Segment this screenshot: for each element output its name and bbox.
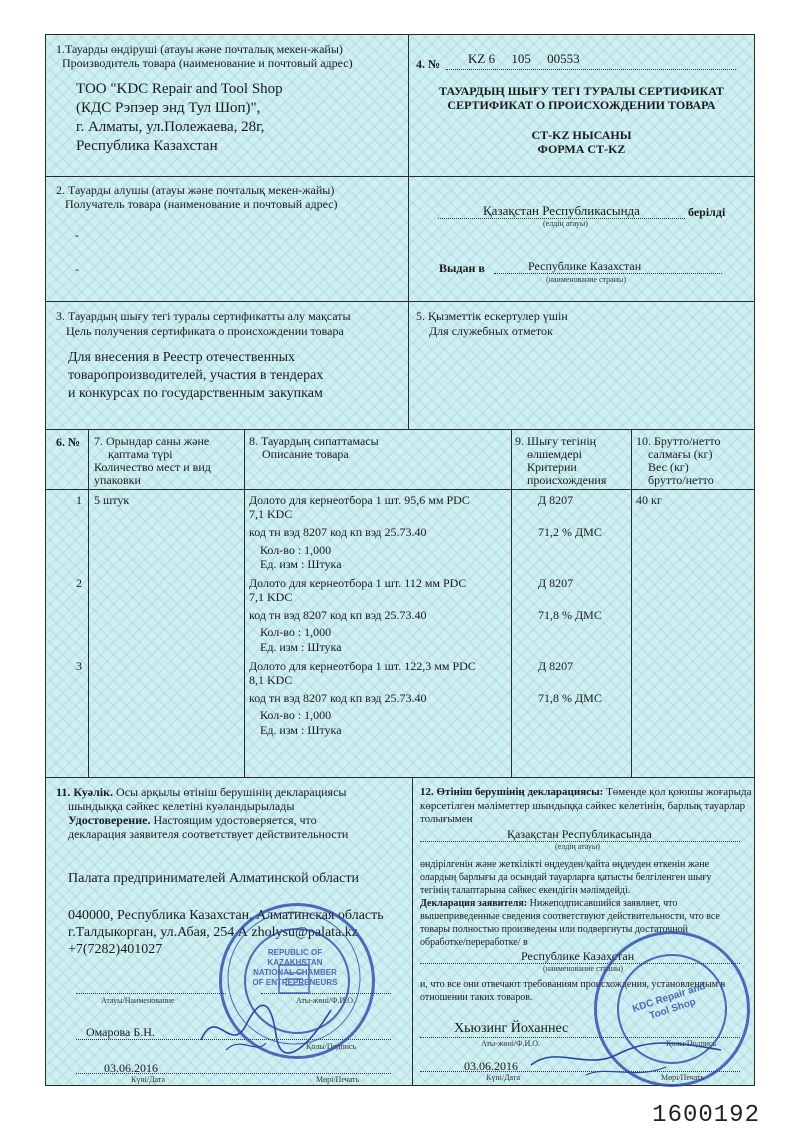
row-desc-line: 8,1 KDC <box>249 673 293 687</box>
row-criteria: Д 8207 <box>538 659 574 673</box>
row-number: 2 <box>76 576 82 590</box>
country-ru: Республике Казахстан <box>528 259 642 273</box>
applicant-date: 03.06.2016 <box>464 1059 518 1073</box>
row-desc-line: Кол-во : 1,000 <box>260 543 332 557</box>
box12-title-rest: Төменде қол қоюшы жоғарыда <box>606 786 752 798</box>
divider <box>244 429 245 777</box>
box12-country-kz: Қазақстан Республикасында <box>507 827 652 841</box>
box11-title-kz <box>56 785 346 799</box>
box12-line: тегінің талаптарына сәйкес екендігін мәлімдейді. <box>420 885 631 896</box>
chamber-signature-icon <box>196 995 336 1065</box>
row-desc-line: Кол-во : 1,000 <box>260 625 332 639</box>
chamber-date: 03.06.2016 <box>104 1061 158 1075</box>
row-percent: 71,8 % ДМС <box>538 608 602 622</box>
weight-value: 40 кг <box>636 493 662 507</box>
recipient-line: - <box>75 228 79 242</box>
row-desc-line: Кол-во : 1,000 <box>260 708 332 722</box>
box2-label-ru: Получатель товара (наименование и почтовый адрес) <box>65 197 338 211</box>
caption-fio-12: Аты-жөні/Ф.И.О. <box>481 1039 541 1048</box>
box5-label-ru: Для служебных отметок <box>429 324 553 338</box>
col-header-weight: салмағы (кг) <box>648 447 713 461</box>
producer-line: Республика Казахстан <box>76 138 218 154</box>
box11-title-ru <box>68 813 317 827</box>
country-dotline-ru <box>494 273 722 274</box>
applicant-signature-icon <box>526 1025 726 1085</box>
box1-label-ru: Производитель товара (наименование и почтовый адрес) <box>62 56 353 70</box>
producer-line: (КДС Рэпэер энд Тул Шоп)", <box>76 100 261 116</box>
divider <box>412 777 413 1085</box>
col-header-desc: Описание товара <box>262 447 349 461</box>
col-header-criteria: происхождения <box>527 473 607 487</box>
box11-line2-kz: шындыққа сәйкес келетіні куәландырылады <box>68 799 295 813</box>
stamp-text: REPUBLIC OF KAZAKHSTAN NATIONAL CHAMBER OF ENTREPRENEURS <box>252 948 338 987</box>
box4-label: 4. № <box>416 57 441 71</box>
divider <box>46 429 754 430</box>
box11-title-ru-rest: Настоящим удостоверяется, что <box>153 813 317 827</box>
caption-fio: Аты-жөні/Ф.И.О. <box>296 996 356 1005</box>
col-header-weight: Вес (кг) <box>648 460 689 474</box>
row-criteria: Д 8207 <box>538 576 574 590</box>
box12-line: өндірілгенін және жеткілікті өңдеуден/қайта өңдеуден өткенін және <box>420 859 710 870</box>
box11-title-kz-rest: Осы арқылы өтініш берушінің декларациясы <box>116 785 347 799</box>
box2-label-kz: 2. Тауарды алушы (атауы және почталық мекен-жайы) <box>56 183 335 197</box>
box3-label-kz: 3. Тауардың шығу тегі туралы сертификатты алу мақсаты <box>56 309 351 323</box>
chamber-signatory: Омарова Б.Н. <box>86 1025 155 1039</box>
box12-line: вышеприведенные сведения соответствуют действительности, что все <box>420 911 720 922</box>
divider <box>46 777 754 778</box>
caption-stamp: Мөрі/Печать <box>316 1075 360 1084</box>
note-country-ru: (наименование страны) <box>546 275 627 284</box>
producer-line: г. Алматы, ул.Полежаева, 28г, <box>76 119 265 135</box>
caption-sign: Қолы/Подпись <box>306 1042 357 1051</box>
chamber-phone: +7(7282)401027 <box>68 942 163 957</box>
box11-line2-ru: декларация заявителя соответствует действительности <box>68 827 349 841</box>
col-header-criteria: өлшемдері <box>527 447 582 461</box>
caption-sign-12: Қолы/Подпись <box>666 1039 717 1048</box>
caption-date-12: Күні/Дата <box>486 1073 521 1082</box>
form-kz: СТ-KZ НЫСАНЫ <box>531 128 632 142</box>
col-header-weight: 10. Брутто/нетто <box>636 434 721 448</box>
col-header-places: Количество мест и вид <box>94 460 211 474</box>
box12-decl-rest: Нижеподписавшийся заявляет, что <box>529 898 678 909</box>
certificate-sheet <box>45 34 755 1086</box>
number-dotline <box>446 69 736 70</box>
caption-name: Атауы/Наименование <box>101 996 175 1005</box>
row-desc-line: 7,1 KDC <box>249 590 293 604</box>
applicant-signatory: Хьюзинг Йоханнес <box>454 1021 569 1036</box>
box12-line: көрсетілген мәліметтер шындыққа сәйкес келетінін, барлық тауарлар <box>420 800 746 812</box>
box12-line: товары полностью произведены или подвергнуты достаточной <box>420 924 689 935</box>
box3-label-ru: Цель получения сертификата о происхождении товара <box>66 324 344 338</box>
purpose-line: товаропроизводителей, участия в тендерах <box>68 368 324 383</box>
divider <box>46 176 754 177</box>
name-dotline <box>76 993 226 994</box>
row-number: 1 <box>76 493 82 507</box>
box12-country-ru: Республике Казахстан <box>521 949 635 963</box>
producer-line: ТОО "KDC Repair and Tool Shop <box>76 81 283 97</box>
certificate-number: KZ 6 105 00553 <box>468 51 580 66</box>
row-desc-line: Долото для кернеотбора 1 шт. 95,6 мм PDC <box>249 493 470 507</box>
row-desc-line: Долото для кернеотбора 1 шт. 122,3 мм PDC <box>249 659 476 673</box>
box1-label-kz: 1.Тауарды өндіруші (атауы және почталық мекен-жайы) <box>56 42 343 56</box>
row-desc-line: Ед. изм : Штука <box>260 557 342 571</box>
note-country-kz: (елдің атауы) <box>543 219 588 228</box>
caption-stamp-12: Мөрі/Печать <box>661 1073 705 1082</box>
title-ru: СЕРТИФИКАТ О ПРОИСХОЖДЕНИИ ТОВАРА <box>447 98 716 112</box>
note-country-kz-12: (елдің атауы) <box>555 842 600 851</box>
row-desc-line: код тн вэд 8207 код кп вэд 25.73.40 <box>249 525 427 539</box>
col-header-criteria: 9. Шығу тегінің <box>515 434 597 448</box>
divider <box>46 489 754 490</box>
date-dotline <box>76 1073 391 1074</box>
stamp-text: KDC Repair and Tool Shop <box>631 980 707 1022</box>
row-desc-line: Ед. изм : Штука <box>260 723 342 737</box>
box12-line: обработке/переработке/ в <box>420 937 528 948</box>
divider <box>511 429 512 777</box>
box12-line: толығымен <box>420 813 473 825</box>
box12-decl <box>420 897 677 911</box>
col-header-num: 6. № <box>56 435 81 449</box>
divider <box>631 429 632 777</box>
row-criteria: Д 8207 <box>538 493 574 507</box>
box11-title-kz-bold: 11. Куәлік. <box>56 785 114 799</box>
row-number: 3 <box>76 659 82 673</box>
box11-title-ru-bold: Удостоверение. <box>68 813 151 827</box>
title-kz: ТАУАРДЫҢ ШЫҒУ ТЕГІ ТУРАЛЫ СЕРТИФИКАТ <box>439 84 724 98</box>
chamber-address: г.Талдыкорган, ул.Абая, 254 А zholysu@palata.kz <box>68 925 358 940</box>
row-desc-line: Долото для кернеотбора 1 шт. 112 мм PDC <box>249 576 467 590</box>
col-header-places: 7. Орындар саны және <box>94 434 210 448</box>
places-value: 5 штук <box>94 493 130 507</box>
purpose-line: Для внесения в Реестр отечественных <box>68 350 296 365</box>
caption-date: Күні/Дата <box>131 1075 166 1084</box>
col-header-places: упаковки <box>94 473 141 487</box>
row-desc-line: код тн вэд 8207 код кп вэд 25.73.40 <box>249 608 427 622</box>
row-percent: 71,8 % ДМС <box>538 691 602 705</box>
divider <box>46 301 754 302</box>
col-header-desc: 8. Тауардың сипаттамасы <box>249 434 379 448</box>
box12-decl-bold: Декларация заявителя: <box>420 898 528 909</box>
box12-line: и, что все они отвечают требованиям происхождения, установленным в <box>420 979 726 990</box>
row-desc-line: код тн вэд 8207 код кп вэд 25.73.40 <box>249 691 427 705</box>
row-desc-line: Ед. изм : Штука <box>260 640 342 654</box>
divider <box>88 429 89 777</box>
purpose-line: и конкурсах по государственным закупкам <box>68 386 323 401</box>
box12-title <box>420 785 751 799</box>
box12-title-bold: 12. Өтініш берушінің декларациясы: <box>420 786 604 798</box>
chamber-address: 040000, Республика Казахстан, Алматинская область <box>68 908 384 923</box>
note-country-ru-12: (наименование страны) <box>543 964 624 973</box>
chamber-name: Палата предпринимателей Алматинской области <box>68 871 359 886</box>
country-kz: Қазақстан Республикасында <box>483 203 640 218</box>
form-ru: ФОРМА СТ-KZ <box>537 142 626 156</box>
issued-kz: берілді <box>688 205 726 219</box>
col-header-weight: брутто/нетто <box>648 473 714 487</box>
col-header-places: қаптама түрі <box>108 447 173 461</box>
box5-label-kz: 5. Қызметтік ескертулер үшін <box>416 309 568 323</box>
row-desc-line: 7,1 KDC <box>249 507 293 521</box>
recipient-line: - <box>75 262 79 276</box>
issued-ru: Выдан в <box>439 261 485 275</box>
col-header-criteria: Критерии <box>527 460 577 474</box>
box12-line: олардың барлығы да осындай тауарларға қатысты белгіленген шығу <box>420 872 712 883</box>
row-percent: 71,2 % ДМС <box>538 525 602 539</box>
box12-line: отношении таких товаров. <box>420 992 533 1003</box>
serial-number: 1600192 <box>652 1102 760 1129</box>
